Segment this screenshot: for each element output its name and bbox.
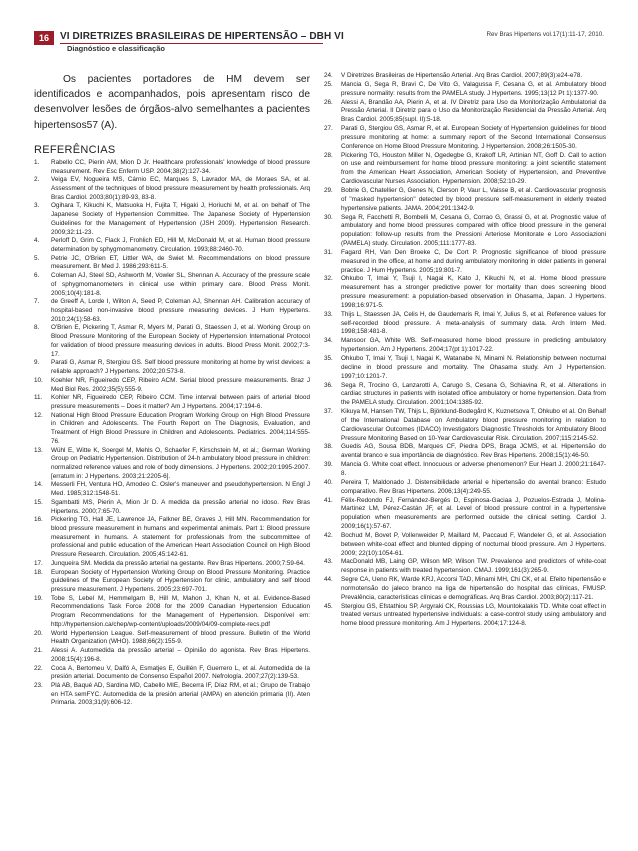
reference-text: Félix-Redondo FJ, Fernández-Bergés D, Espinosa-Gaciaa J, Pozuelos-Estrada J, Molina-Martinez LM, Pérez-Castán JF, et al. Level of blood pressure control in a hypertensive population when measurements are performed outside the clinical setting. Cardiol J. 2009;16(1):57-67. [341, 496, 606, 531]
reference-text: Junqueira SM. Medida da pressão arterial na gestante. Rev Bras Hipertens. 2000;7:59-64. [51, 559, 305, 567]
reference-item [324, 99, 606, 126]
reference-item [324, 603, 606, 630]
reference-number: 30. [324, 213, 333, 221]
reference-number: 12. [34, 411, 43, 419]
reference-text: de Greeff A, Lorde I, Wilton A, Seed P, Coleman AJ, Shennan AH. Calibration accuracy of hospital-based non-invasive blood pressure measuring devices. J Hum Hypertens. 2010;24(1):58-63. [51, 298, 310, 323]
reference-item [34, 595, 310, 630]
reference-text: Sgambatti MS, Pierin A, Mion Jr D. A medida da pressão arterial no idoso. Rev Bras Hipertens. 2000;7:65-70. [51, 498, 310, 515]
reference-text: Alessi A. Automedida da pressão arterial – Opinião do agonista. Rev Bras Hipertens. 2008;15(4):196-8. [51, 647, 310, 663]
reference-text: Kohler NR, Figueiredo CEP, Ribeiro CCM. Time interval between pairs of arterial blood pressure measurements – Does it matter? Am J Hypertens. 2004;17:194-6. [51, 394, 310, 410]
reference-item [324, 337, 606, 355]
reference-number: 27. [324, 125, 333, 133]
reference-item [34, 377, 310, 394]
reference-text: Koehler NR, Figueiredo CEP, Ribeiro ACM. Serial blood pressure measurements. Braz J Med Biol Res. 2002;35(5):555-9. [51, 376, 310, 393]
reference-item [34, 665, 310, 682]
reference-number: 1. [34, 158, 40, 166]
section-subtitle: Diagnóstico e classificação [67, 44, 165, 53]
reference-number: 40. [324, 478, 333, 486]
reference-number: 24. [324, 72, 333, 79]
reference-item [34, 447, 310, 482]
reference-list-right [324, 72, 606, 629]
reference-number: 22. [34, 664, 43, 672]
reference-text: Sega R, Facchetti R, Bombelli M, Cesana G, Corrao G, Grassi G, et al. Prognostic value of ambulatory and home blood pressures compared with office blood pressure in the general population: follow-up results from the Pressioni Arteriose Monitorate e Loro Associazioni (PAMELA) study. Circulation. 2005;111:1777-83. [341, 213, 606, 248]
reference-text: Sega R, Trocino G, Lanzarotti A, Carugo S, Cesana G, Schiavina R, et al. Alterations in cardiac structures in patients with isolated office ambulatory or home hypertension. Data from the PAMELA study. Circulation. 2001;104:1385-92. [341, 381, 606, 407]
journal-citation: Rev Bras Hipertens vol.17(1):11-17, 2010. [486, 31, 604, 38]
reference-item [34, 159, 310, 176]
reference-item [34, 237, 310, 254]
reference-text: Segre CA, Ueno RK, Warde KRJ, Accorsi TAD, Minami MH, Chi CK, et al. Efeito hipertensão e normotensão do jaleco branco na liga de hipertensão do hospital das clínicas, FMUSP. Prevalência, características clínicas e demográficas. Arq Bras Cardiol. 2003;80(2):117-21. [341, 576, 607, 601]
reference-text: Alessi A, Brandão AA, Pierin A, et al. IV Diretriz para Uso da Monitorização Ambulatorial da Pressão Arterial. II Diretriz para o Uso da Monitorização Residencial da Pressão Arterial. Arq Bras Cardiol. 2005;85(supl. II):5-18. [341, 98, 606, 124]
reference-item [324, 311, 606, 338]
reference-text: World Hypertension League. Self-measurement of blood pressure. Bulletin of the World Health Organization (WHO). 1988;66(2):155-9. [51, 629, 310, 646]
reference-text: Stergiou GS, Efstathiou SP, Argyraki CK, Roussias LG, Mountokalakis TD. White coat effect in treated versus untreated hypertensive individuals: a case-control study using ambulatory and home blood pressure monitoring. Am J Hypertens. 2004;17:124-8. [341, 602, 606, 628]
reference-text: Messerli FH, Ventura HO, Amodeo C. Osler's maneuver and pseudohypertension. N Engl J Med. 1985;312:1548-51. [51, 481, 310, 498]
reference-item [34, 298, 310, 324]
reference-item [34, 255, 310, 272]
reference-text: Veiga EV, Nogueira MS, Cárnio EC, Marques S, Lavrador MA, de Moraes SA, et al. Assessment of the techniques of blood pressure measurement by health professionals. Arq Bras Cardiol. 2003;80(1):89-93, 83-8. [51, 176, 310, 201]
reference-text: Perloff D, Grim C, Flack J, Frohlich ED, Hill M, McDonald M, et al. Human blood pressure determination by sphygmomanometry. Circulation. 1993;88:2460-70. [51, 237, 310, 253]
reference-number: 11. [34, 394, 43, 402]
reference-number: 26. [324, 98, 333, 106]
reference-number: 6. [34, 272, 40, 280]
reference-number: 42. [324, 531, 333, 539]
reference-item [324, 187, 606, 214]
reference-number: 38. [324, 443, 333, 451]
reference-item [34, 481, 310, 498]
reference-number: 35. [324, 355, 333, 362]
reference-item [324, 249, 606, 276]
reference-item [34, 412, 310, 447]
reference-number: 9. [34, 359, 40, 367]
reference-text: Ohkubo T, Imai Y, Tsuji I, Nagai K, Kato J, Kikuchi N, et al. Home blood pressure measurement has a stronger predictive power for mortality than does screening blood pressure measurement: a population-based observation in Ohasama, Japan. J Hypertens. 1998;16:971-5. [341, 275, 606, 309]
reference-text: Tobe S, Lebel M, Hemmelgarn B, Hill M, Mahon J, Khan N, et al. Evidence-Based Recommendations Task Force 2008 for the 2009 Canadian Hypertension Education Program Recommendations for the Management of Hypertension. Disponível em: http://hypertension.ca/chep/wp-content/uploads/2009/04/09-complete-recs.pdf [51, 594, 310, 628]
reference-text: Bochud M, Bovet P, Vollenweider P, Maillard M, Paccaud F, Wandeler G, et al. Association between white-coat effect and blunted dipping of nocturnal blood pressure. Am J Hypertens. 2009; 22(10):1054-61. [341, 531, 606, 557]
reference-text: Parati G, Asmar R, Stergiou GS. Self blood pressure monitoring at home by wrist devices: a reliable approach? J Hypertens. 2002;20:573-8. [51, 359, 310, 376]
reference-number: 37. [324, 408, 333, 416]
reference-item [34, 359, 310, 376]
reference-item [34, 516, 310, 560]
reference-number: 19. [34, 594, 43, 602]
reference-number: 16. [34, 516, 43, 524]
reference-item [324, 81, 606, 99]
page-number: 16 [34, 31, 54, 45]
reference-number: 20. [34, 629, 43, 637]
reference-number: 31. [324, 248, 333, 256]
reference-text: Pickering TG, Houston Miller N, Ogedegbe G, Krakoff LR, Artinian NT, Goff D. Call to action on use and reimbursement for home blood pressure monitoring: a joint scientific statement from the American Heart Association, American Society of Hypertension, and Preventive Cardiovascular Nurses Association. Hypertension. 2008;52:10-29. [341, 151, 606, 186]
reference-number: 25. [324, 80, 333, 88]
reference-item [34, 272, 310, 298]
running-title: VI DIRETRIZES BRASILEIRAS DE HIPERTENSÃO – DBH VI [60, 31, 344, 42]
reference-number: 10. [34, 376, 43, 384]
reference-text: Ohkubo T, Imai Y, Tsuji I, Nagai K, Watanabe N, Minami N. Relationship between nocturnal decline in blood pressure and mortality. The Ohasama study. Am J Hypertension. 1997;10:1201-7. [341, 355, 606, 380]
reference-number: 44. [324, 576, 333, 584]
reference-number: 13. [34, 446, 43, 454]
reference-number: 23. [34, 681, 43, 689]
reference-item [324, 443, 606, 461]
reference-text: Coca A, Bertomeu V, Dalfó A, Esmatjes E, Guillén F, Guerrero L, et al. Automedida de la presión arterial. Documento de Consenso Español 2007. Nefrología. 2007;27(2):139-53. [51, 664, 310, 681]
reference-number: 21. [34, 647, 43, 655]
reference-item [324, 408, 606, 443]
right-column [324, 72, 606, 629]
reference-text: Petrie JC, O'Brien ET, Littler WA, de Swiet M. Recommendations on blood pressure measurement. Br Med J. 1986;293:611-5. [51, 254, 310, 271]
left-column [34, 72, 310, 708]
reference-number: 3. [34, 202, 40, 210]
reference-item [324, 497, 606, 532]
reference-text: Guedis AG, Sousa BDB, Marques CF, Piedra DPS, Braga JCMS, et al. Hipertensão do avental branco e sua importância de diagnóstico. Rev Bras Hipertens. 2008;15(1):46-50. [341, 443, 606, 460]
reference-number: 34. [324, 337, 333, 345]
reference-text: O'Brien E, Pickering T, Asmar R, Myers M, Parati G, Staessen J, et al. Working Group on Blood Pressure Monitoring of the European Society of Hypertension International Protocol for validation of blood pressure measuring devices in adults. Blood Press Monit. 2002;7:3-17. [51, 324, 310, 358]
reference-number: 8. [34, 324, 40, 332]
reference-item [324, 275, 606, 310]
reference-number: 39. [324, 461, 333, 469]
reference-item [34, 499, 310, 516]
page-header [0, 0, 638, 53]
reference-text: Ogihara T, Kikuchi K, Matsuoka H, Fujita T, Higaki J, Horiuchi M, et al. on behalf of The Japanese Society of Hypertension Committee. The Japanese Society of Hypertension Guidelines for the Management of Hypertension (JSH 2009). Hypertension Research. 2009;32:11-23. [51, 202, 310, 236]
reference-text: Coleman AJ, Steel SD, Ashworth M, Vowler SL, Shennan A. Accuracy of the pressure scale of sphygmomanometers in clinical use within primary care. Blood Press Monit. 2005;10(4):181-8. [51, 272, 310, 297]
reference-text: Fagard RH, Van Den Broeke C, De Cort P. Prognostic significance of blood pressure measured in the office, at home and during ambulatory monitoring in older patients in general practice. J Hum Hypertens. 2005;19:801-7. [341, 248, 606, 274]
reference-text: MacDonald MB, Laing GP, Wilson MP, Wilson TW. Prevalence and predictors of white-coat response in patients with treated hypertension. CMAJ. 1999;161(3):265-9. [341, 558, 606, 575]
reference-text: Parati G, Stergiou GS, Asmar R, et al. European Society of Hypertension guidelines for blood pressure monitoring at home: a summary report of the Second International Consensus Conference on Home Blood Pressure Monitoring. J Hypertension. 2008;26:1505-30. [341, 125, 606, 150]
reference-number: 41. [324, 496, 333, 504]
intro-paragraph: Os pacientes portadores de HM devem ser identificados e acompanhados, pois apresentam risco de desenvolver lesões de órgãos-alvo semelhantes a pacientes hipertensos57 (A). [34, 74, 310, 131]
reference-text: Pickering TG, Hall JE, Lawrence JA, Falkner BE, Graves J, Hill MN. Recommendation for blood pressure measurement in humans and experimental animals. Part 1: Blood pressure measurement in humans. A statement for professionals from the subcommittee of professional and public education of the American Heart Association Council on High Blood Pressure Research. Circulation. 2005;45:142-61. [51, 516, 310, 559]
reference-text: Bobrie G, Chatellier G, Genes N, Clerson P, Vaur L, Vaisse B, et al. Cardiovascular prognosis of "masked hypertension" detected by blood pressure self-measurement in elderly treated hypertensive patients. JAMA. 2004;291:1342-9. [341, 186, 606, 212]
reference-text: Thijs L, Staessen JA, Celis H, de Gaudemaris R, Imai Y, Julius S, et al. Reference values for self-recorded blood pressure. A meta-analysis of summary data. Arch Intern Med. 1998;158:481-8. [341, 310, 606, 336]
reference-item [324, 152, 606, 187]
reference-number: 4. [34, 237, 40, 245]
reference-list-left [34, 159, 310, 708]
reference-text: Plá AB, Baqué AD, Sardina MD, Cabello MIE, Becerra IF, Díaz RM, et al.; Grupo de Trabajo en HTA semFYC. Automedida de la presión arterial (AMPA) en atención primaria (II). Aten Primaria. 2003;31(9):606-12. [51, 681, 310, 707]
reference-text: Wühl E, Witte K, Soergel M, Mehls O, Schaefer F, Kirschstein M, et al.; German Working Group on Pediatric Hypertension. Distribution of 24-h ambulatory blood pressure in children: normalized reference values and role of body dimensions. J Hypertens. 2002;20:1995-2007. [erratum in: J Hypertens. 2003;21:2205-6]. [51, 446, 310, 480]
reference-text: Kikuya M, Hansen TW, Thijs L, Björklund-Bodegård K, Kuznetsova T, Ohkubo et al. On Behalf of the International Database on Ambulatory blood pressure monitoring in relation to Cardiovascular Outcomes (IDACO) Investigators Diagnostic Thresholds for Ambulatory Blood Pressure Monitoring Based on 10-Year Cardiovascular Risk. Circulation. 2007;115:2145-52. [341, 408, 606, 442]
references-heading: REFERÊNCIAS [34, 143, 116, 156]
reference-item [34, 630, 310, 647]
reference-number: 28. [324, 151, 333, 159]
reference-text: Mancia G. White coat effect. Innocuous or adverse phenomenon? Eur Heart J. 2000;21:1647-8. [341, 461, 606, 477]
reference-item [34, 202, 310, 237]
reference-number: 36. [324, 381, 333, 389]
reference-text: National High Blood Pressure Education Program Working Group on High Blood Pressure in Children and Adolescents. The Fourth Report on The Diagnosis, Evaluation, and Treatment of High Blood Pressure in Children and Adolescents. Pediatrics. 2004;114:555-76. [51, 411, 310, 445]
reference-number: 2. [34, 176, 40, 184]
reference-item [34, 569, 310, 595]
reference-item [324, 214, 606, 249]
reference-number: 17. [34, 559, 43, 567]
reference-item [34, 560, 310, 569]
reference-item [324, 382, 606, 409]
reference-number: 14. [34, 481, 43, 489]
reference-item [324, 461, 606, 479]
reference-number: 5. [34, 254, 40, 262]
reference-item [324, 532, 606, 559]
reference-item [324, 355, 606, 382]
reference-number: 32. [324, 275, 333, 283]
reference-text: V Diretrizes Brasileiras de Hipertensão Arterial. Arq Bras Cardiol. 2007;89(3):e24-e78. [341, 72, 583, 79]
reference-item [324, 576, 606, 603]
reference-number: 29. [324, 186, 333, 194]
reference-item [34, 682, 310, 708]
reference-item [34, 176, 310, 202]
reference-number: 43. [324, 558, 333, 566]
reference-item [324, 72, 606, 81]
reference-number: 45. [324, 602, 333, 610]
reference-item [324, 558, 606, 576]
reference-number: 18. [34, 568, 43, 576]
reference-text: Pereira T, Maldonado J. Distensibilidade arterial e hipertensão do avental branco: Estudo comparativo. Rev Bras Hipertens. 2006;13(4):249-55. [341, 478, 606, 495]
reference-text: Mansoor GA, White WB. Self-measured home blood pressure in predicting ambulatory hypertension. Am J Hypertens. 2004;17(pt 1):1017-22. [341, 337, 606, 354]
reference-item [34, 324, 310, 359]
reference-number: 15. [34, 498, 43, 506]
reference-item [324, 125, 606, 152]
reference-number: 7. [34, 298, 40, 306]
reference-text: European Society of Hypertension Working Group on Blood Pressure Monitoring. Practice guidelines of the European Society of Hypertension for clinic, ambulatory and self blood pressure measurement. J Hypertens. 2005;23:697-701. [51, 568, 310, 594]
reference-item [34, 394, 310, 411]
reference-item [34, 647, 310, 664]
reference-item [324, 479, 606, 497]
reference-text: Mancia G, Sega R, Bravi C, De Vito G, Valagussa F, Cesana G, et al. Ambulatory blood pressure normality: results from the PAMELA study. J Hypertens. 1995;13(12 Pt 1):1377-90. [341, 80, 606, 97]
reference-text: Rabello CC, Pierin AM, Mion D Jr. Healthcare professionals' knowledge of blood pressure measurement. Rev Esc Enferm USP. 2004;38(2):127-34. [51, 158, 310, 175]
reference-number: 33. [324, 310, 333, 318]
